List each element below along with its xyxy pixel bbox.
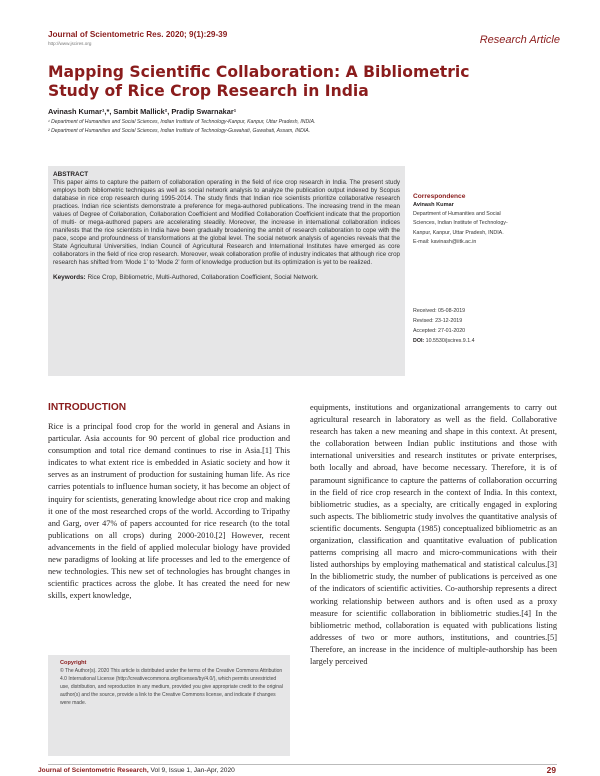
correspondence-address-line-2: Sciences, Indian Institute of Technology- bbox=[413, 220, 508, 227]
affiliation-1: ¹ Department of Humanities and Social Sciences, Indian Institute of Technology-Kanpur, Kanpur, Uttar Pradesh, INDIA. bbox=[48, 119, 316, 125]
correspondence-address-line-1: Department of Humanities and Social bbox=[413, 211, 501, 217]
body-column-left bbox=[48, 421, 290, 602]
correspondence-name: Avinash Kumar bbox=[413, 202, 454, 208]
journal-citation: Journal of Scientometric Res. 2020; 9(1):29-39 bbox=[48, 30, 228, 39]
footer-divider bbox=[48, 764, 557, 765]
footer-journal bbox=[38, 767, 235, 774]
affiliation-2: ² Department of Humanities and Social Sciences, Indian Institute of Technology-Guwahati, Guwahati, Assam, INDIA. bbox=[48, 128, 311, 134]
correspondence-block bbox=[413, 192, 558, 248]
footer-journal-name: Journal of Scientometric Research, bbox=[38, 767, 149, 774]
body-column-right bbox=[310, 402, 557, 668]
keywords-text: Rice Crop, Bibliometric, Multi-Authored, Collaboration Coefficient, Social Network. bbox=[87, 274, 319, 282]
copyright-box bbox=[48, 655, 290, 756]
doi-label: DOI: bbox=[413, 338, 425, 344]
correspondence-heading: Correspondence bbox=[413, 193, 466, 200]
abstract-heading: ABSTRACT bbox=[53, 171, 89, 178]
page-number: 29 bbox=[546, 765, 556, 775]
abstract-box bbox=[48, 166, 405, 376]
footer-issue: Vol 9, Issue 1, Jan-Apr, 2020 bbox=[148, 767, 235, 774]
received-date: Received: 05-08-2019 bbox=[413, 308, 466, 314]
copyright-heading: Copyright bbox=[60, 660, 87, 666]
author-list: Avinash Kumar¹,*, Sambit Mallick², Pradip Swarnakar¹ bbox=[48, 107, 237, 116]
article-title: Mapping Scientific Collaboration: A Bibliometric Study of Rice Crop Research in India bbox=[48, 63, 470, 100]
keywords-label: Keywords: bbox=[53, 274, 86, 282]
correspondence-address-line-3: Kanpur, Kanpur, Uttar Pradesh, INDIA. bbox=[413, 229, 504, 236]
doi-value[interactable]: 10.5530/jscires.9.1.4 bbox=[425, 338, 475, 344]
introduction-text-right: equipments, institutions and organizational arrangements to carry out agricultural research in laboratory as well as the field. Collaborative research has taken a new meaning and shape in this context. At present, the collaboration between Indian public institutions and those with international universities and research institutes or private enterprises, both locally and abroad, have become necessary. Therefore, it is of paramount significance to capture the patterns of collaboration occurring in the field of rice crop research in the context of India. In this context, bibliometric studies, as a specialty, are critically engaged in exploring such aspects. The bibliometric study involves the quantitative analysis of scientific documents. Sengupta (1985) conceptualized bibliometric as an organization, classification and quantitative evaluation of publication patterns comprising all macro and micro-communications with their listed authorships by employing mathematical and statistical calculus.[3] In the bibliometric study, the number of publications is perceived as one of the indicators of scientific activities. Co-authorship represents a direct working relationship between authors and is often used as a proxy measure for scientific collaboration in bibliometric studies.[4] In the bibliometric method, collaboration is equated with publications listing addresses of two or more authors, institutions, and countries.[5] Therefore, an increase in the incidence of multiple-authorship has been largely perceived bbox=[310, 403, 557, 666]
publication-dates bbox=[413, 306, 558, 346]
introduction-heading: INTRODUCTION bbox=[48, 402, 127, 413]
doi[interactable] bbox=[413, 336, 558, 346]
article-type-label: Research Article bbox=[479, 34, 560, 46]
introduction-text-left: Rice is a principal food crop for the world in general and Asians in particular. Asia accounts for 90 percent of global rice production and consumption and total rice demand continues to rise in Asia.[1] This indicates to what extent rice is embedded in Asiatic society and how it serves as an instrument of production for sustaining human life. As rice carries potentials to influence human society, it has become an object of inquiry for scientists, generating knowledge about rice crop and making it one of the most researched crops of the world. According to Tripathy and Garg, over 47% of papers accounted for rice research (to the total publications on all crops) during 2000-2010.[2] However, recent advancements in the field of applied molecular biology have provided new paradigms of looking at life processes and led to the emergence of new technologies. This new set of technologies has brought changes in scientific practices across the globe. It has created the need for new skills, expert knowledge, bbox=[48, 422, 290, 601]
abstract-text: This paper aims to capture the pattern of collaboration operating in the field of rice crop research in India. The present study employs both bibliometric techniques as well as social network analysis to analyze the publication output indexed by Scopus database in rice crop research during 1995-2014. The study finds that Indian rice scientists prioritize collaborative research practices. Indian rice scientists demonstrate a preference for mega-authored publications. The increasing trend in the mean values of Degree of Collaboration, Collaboration Coefficient and Modified Collaboration Coefficient indicate that the proportion of multi- or mega-authored papers are accelerating steadily. Moreover, the increase in international collaboration indices manifests that the rice scientists in India have been gradually broadening the ambit of research collaboration to cope with the pace, scope and profoundness of transformations at the global level. The social network analysis of agencies reveals that the State Agricultural Universities, Indian Council of Agricultural Research and International Institutes have emerged as core collaborators in the field of rice crop research. Moreover, weak collaboration profile of industry indicates that although rice crop research has shifted from ‘Mode 1’ to ‘Mode 2’ form of knowledge production but its optimization is yet to be realized. bbox=[53, 179, 400, 266]
keywords bbox=[53, 274, 400, 282]
revised-date: Revised: 23-12-2019 bbox=[413, 318, 463, 324]
correspondence-email[interactable]: E-mail: kavinash@iitk.ac.in bbox=[413, 239, 477, 246]
copyright-text: © The Author(s). 2020 This article is distributed under the terms of the Creative Commons Attribution 4.0 International License (http://creativecommons.org/licenses/by/4.0/), which permits unrestricted use, distribution, and reproduction in any medium, provided you give appropriate credit to the original author(s) and the source, provide a link to the Creative Commons license, and indicate if changes were made. bbox=[60, 668, 283, 707]
accepted-date: Accepted: 27-01-2020 bbox=[413, 328, 466, 334]
journal-url[interactable]: http://www.jscires.org bbox=[48, 41, 92, 46]
